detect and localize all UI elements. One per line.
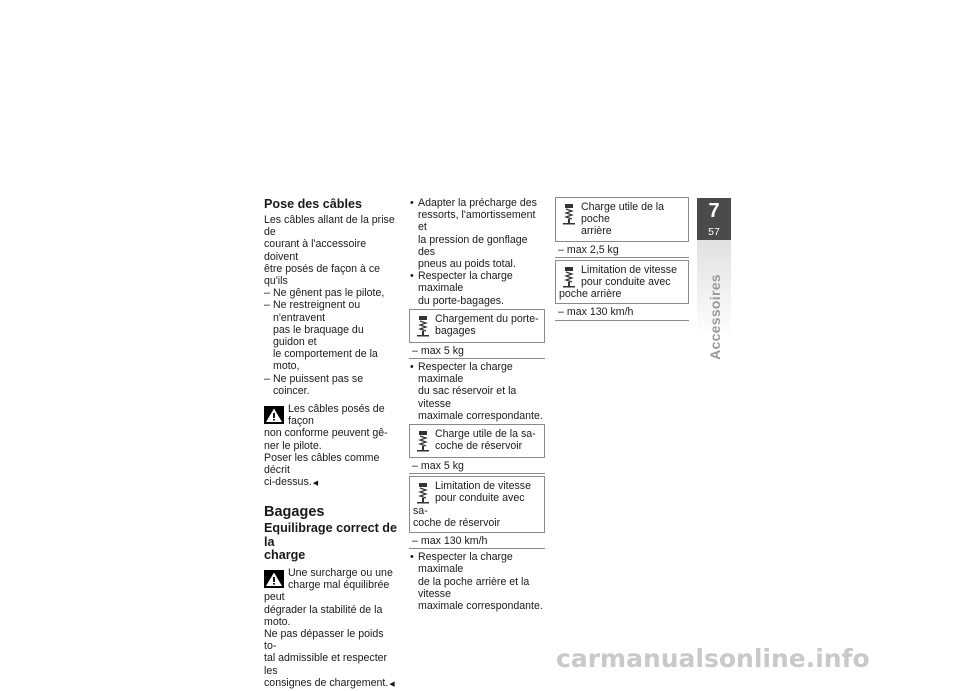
text-line: ner le pilote. [264, 439, 322, 452]
spec-header [413, 428, 541, 454]
text-line: Charge utile de la poche [581, 201, 665, 226]
spec-box-sacoche-vitesse [409, 476, 545, 532]
spec-header [413, 313, 541, 339]
text-line: dégrader la stabilité de la moto. [264, 603, 383, 628]
text-line: le comportement de la moto, [273, 348, 378, 373]
page-number: 57 [708, 226, 720, 238]
suspension-spring-icon [562, 203, 576, 225]
bullet-item [409, 361, 545, 422]
text-line: Charge utile de la sa- [435, 428, 536, 441]
text-line: la pression de gonflage des [418, 233, 528, 258]
text-line: Ne pas dépasser le poids to- [264, 627, 384, 653]
warning-block-charge [264, 567, 398, 628]
dash-item [264, 299, 398, 372]
warning-triangle-icon [264, 570, 284, 588]
spec-value: – max 130 km/h [558, 306, 633, 318]
text-line: coche de réservoir [413, 516, 501, 529]
text-line: Equilibrage correct de la [264, 521, 397, 549]
text-line: du sac réservoir et la vitesse [418, 385, 517, 410]
spec-box-poche-charge [555, 197, 689, 241]
section-title-bagages: Bagages [264, 504, 325, 521]
text-line: pour conduite avec [581, 276, 671, 289]
spec-value-row [409, 457, 545, 474]
text-line: Respecter la charge maximale [418, 270, 513, 295]
spec-value: – max 5 kg [412, 345, 464, 357]
column-1 [264, 197, 398, 691]
text-line: Ne restreignent ou n'entravent [273, 299, 361, 324]
spec-box-poche-vitesse [555, 260, 689, 304]
spec-value-row [555, 241, 689, 258]
suspension-spring-icon [416, 315, 430, 337]
chapter-number: 7 [708, 200, 720, 222]
cables-intro [264, 214, 398, 287]
text-line: maximale correspondante. [418, 409, 543, 422]
chapter-label: Accessoires [707, 274, 723, 360]
spec-value-row [409, 532, 545, 549]
bullet-item [409, 197, 545, 270]
spec-box-porte-bagages [409, 309, 545, 342]
text-line: non conforme peuvent gê- [264, 427, 388, 440]
spec-value: – max 130 km/h [412, 535, 487, 547]
text-line: pour conduite avec sa- [413, 492, 525, 517]
text-line: être posés de façon à ce qu'ils [264, 262, 381, 288]
dash-item: – Ne gênent pas le pilote, [264, 287, 398, 299]
spec-header [559, 264, 685, 301]
text-line: coche de réservoir [435, 440, 523, 453]
text-line: Limitation de vitesse [581, 263, 677, 276]
text-line: du porte-bagages. [418, 294, 504, 307]
column-2 [409, 197, 545, 612]
cables-instruction [264, 452, 398, 491]
chapter-tab-header [697, 198, 731, 240]
warning-triangle-icon [264, 406, 284, 424]
text-line: maximale correspondante. [418, 600, 543, 613]
text-line: poche arrière [559, 288, 622, 301]
text-line: Une surcharge ou une [288, 566, 393, 579]
text-line: pneus au poids total. [418, 258, 516, 271]
text-line: Respecter la charge maximale [418, 361, 513, 386]
text-line: charge [264, 548, 306, 563]
text-line: pas le braquage du guidon et [273, 323, 364, 349]
suspension-spring-icon [416, 430, 430, 452]
text-line: bagages [435, 325, 476, 338]
text-line: tal admissible et respecter les [264, 652, 388, 677]
text-line: consignes de chargement. ◀ [264, 677, 395, 689]
text-line: Limitation de vitesse [435, 480, 531, 493]
text-line: Poser les câbles comme décrit [264, 451, 380, 477]
spec-header [559, 201, 685, 238]
text-line: arrière [581, 225, 612, 238]
section-title-cables: Pose des câbles [264, 197, 363, 211]
spec-header [413, 480, 541, 529]
text-line: courant à l'accessoire doivent [264, 238, 367, 263]
spec-value: – max 2,5 kg [558, 244, 619, 256]
text-line: Adapter la précharge des [418, 197, 537, 209]
text-line: Respecter la charge maximale [418, 551, 513, 576]
warning-block-cables [264, 403, 398, 452]
text-line: Les câbles allant de la prise de [264, 214, 395, 239]
spec-value-row [409, 342, 545, 359]
charge-instruction [264, 628, 398, 691]
suspension-spring-icon [562, 266, 576, 288]
text-line: ressorts, l'amortissement et [418, 209, 536, 234]
suspension-spring-icon [416, 482, 430, 504]
subsection-title-equilibrage [264, 522, 398, 563]
text-line: ci-dessus. ◀ [264, 476, 318, 488]
text-line: Les câbles posés de façon [288, 403, 385, 428]
text-line: Chargement du porte- [435, 312, 539, 325]
watermark: carmanualsonline.info [556, 644, 870, 673]
spec-value-row [555, 303, 689, 320]
spec-value: – max 5 kg [412, 460, 464, 472]
dash-item: – Ne puissent pas se coincer. [264, 373, 398, 397]
bullet-item [409, 270, 545, 307]
text-line: charge mal équilibrée peut [264, 579, 390, 604]
spec-box-sacoche-charge [409, 424, 545, 457]
column-3 [555, 197, 689, 323]
bullet-item [409, 551, 545, 612]
text-line: de la poche arrière et la vitesse [418, 575, 530, 600]
